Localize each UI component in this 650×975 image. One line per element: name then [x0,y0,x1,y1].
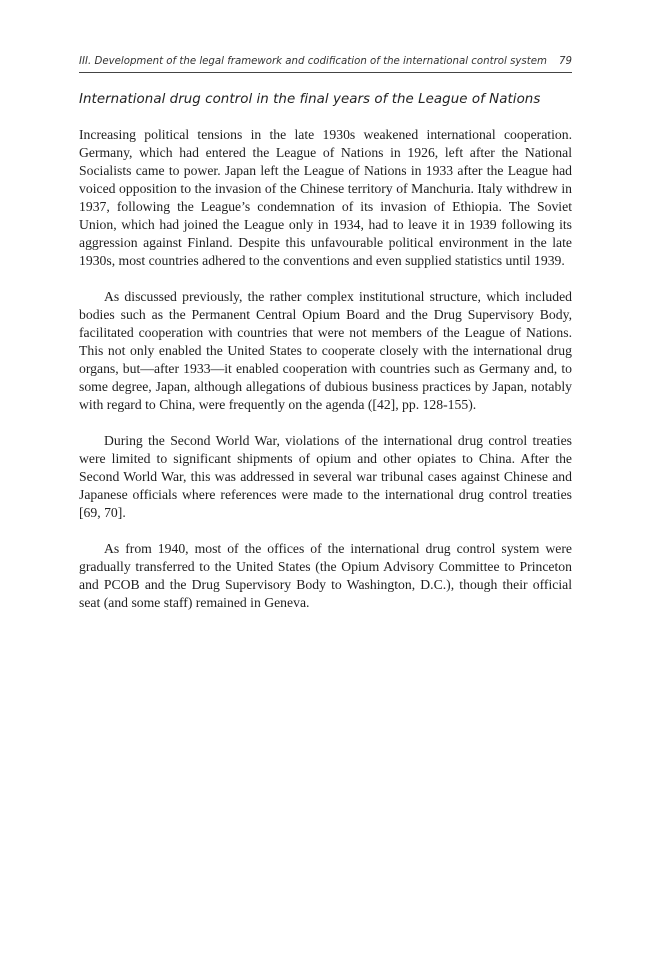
running-header [79,55,572,71]
paragraph: During the Second World War, violations of the international drug control treaties were limited to significant shipments of opium and other opiates to China. After the Second World War, this was addressed in several war tribunal cases against Chinese and Japanese officials where references were made to the international drug control treaties [69, 70]. [79,433,572,520]
body-text [79,126,572,630]
paragraph: As from 1940, most of the offices of the international drug control system were gradually transferred to the United States (the Opium Advisory Committee to Princeton and PCOB and the Drug Supervisory Body to Washington, D.C.), though their official seat (and some staff) remained in Geneva. [79,541,572,610]
section-heading: International drug control in the final years of the League of Nations [79,92,541,107]
paragraph: Increasing political tensions in the late 1930s weakened international cooperation. Germany, which had entered the League of Nations in 1926, left after the National Socialists came to power. Japan left the League of Nations in 1933 after the League had voiced opposition to the invasion of the Chinese territory of Manchuria. Italy withdrew in 1937, following the League’s condemnation of its invasion of Ethiopia. The Soviet Union, which had joined the League only in 1934, had to leave it in 1939 following its aggression against Finland. Despite this unfavourable political environment in the late 1930s, most countries adhered to the conventions and even supplied statistics until 1939. [79,127,572,268]
paragraph: As discussed previously, the rather complex institutional structure, which included bodies such as the Permanent Central Opium Board and the Drug Supervisory Body, facilitated cooperation with countries that were not members of the League of Nations. This not only enabled the United States to cooperate closely with the international drug organs, but—after 1933—it enabled cooperation with countries such as Germany and, to some degree, Japan, although allegations of dubious business practices by Japan, notably with regard to China, were frequently on the agenda ([42], pp. 128-155). [79,289,572,412]
running-header-title: III. Development of the legal framework and codification of the international control system [79,56,547,67]
header-divider [79,72,572,73]
page-number: 79 [559,56,572,67]
